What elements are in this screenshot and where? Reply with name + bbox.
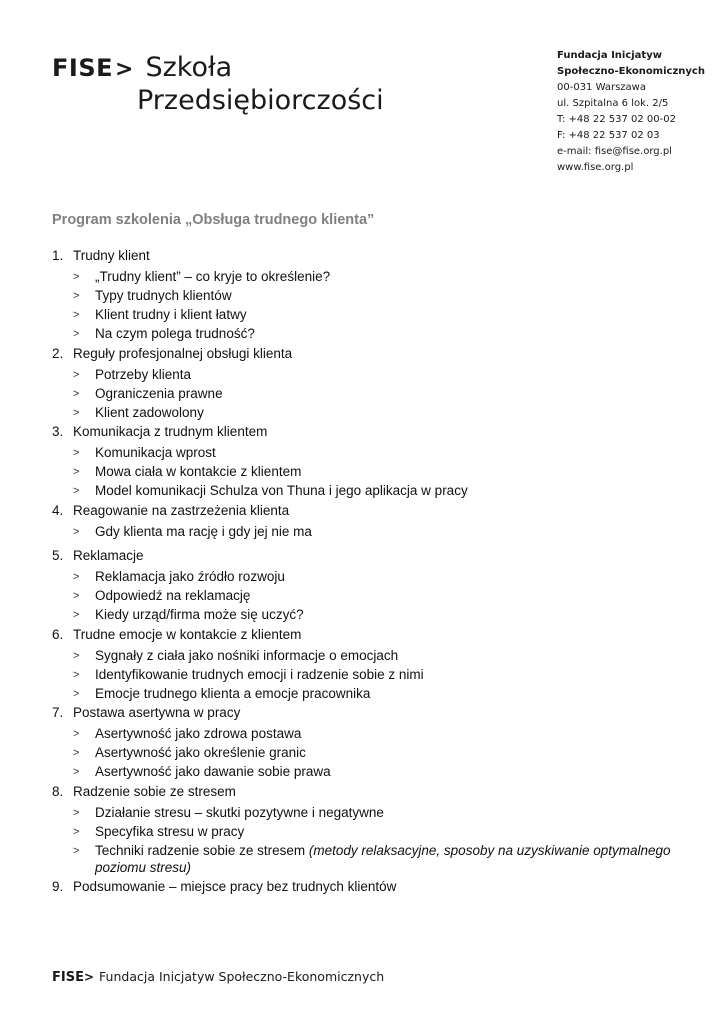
list-item	[52, 587, 692, 606]
list-item	[52, 725, 692, 744]
list-item-text: Emocje trudnego klienta a emocje pracownika	[95, 685, 371, 701]
footer	[52, 969, 384, 985]
list-item-text: „Trudny klient” – co kryje to określenie?	[95, 269, 331, 284]
bullet-arrow-icon: >	[73, 825, 80, 838]
bullet-arrow-icon: >	[73, 309, 80, 321]
list-item	[52, 804, 692, 823]
bullet-arrow-icon: >	[73, 668, 80, 681]
outline-section	[52, 246, 692, 344]
footer-org-name: Fundacja Inicjatyw Społeczno-Ekonomicznych	[99, 969, 385, 984]
list-item	[52, 842, 692, 877]
section-heading	[52, 422, 692, 441]
program-outline	[52, 246, 692, 896]
section-title: Komunikacja z trudnym klientem	[73, 424, 268, 439]
contact-website[interactable]: www.fise.org.pl	[557, 162, 634, 173]
list-item-note: (metody relaksacyjne, sposoby na uzyskiwanie optymalnego poziomu stresu)	[95, 842, 671, 875]
outline-section	[52, 782, 692, 877]
list-item-text: Mowa ciała w kontakcie z klientem	[95, 464, 302, 479]
list-item	[52, 744, 692, 763]
section-number: 6.	[52, 626, 64, 642]
section-title: Reklamacje	[73, 548, 144, 563]
bullet-arrow-icon: >	[73, 447, 80, 459]
section-title: Postawa asertywna w pracy	[73, 705, 241, 720]
list-item	[52, 306, 692, 325]
section-heading	[52, 625, 692, 644]
bullet-arrow-icon: >	[73, 271, 80, 283]
list-item	[52, 268, 692, 287]
footer-arrow-icon: >	[83, 970, 95, 984]
list-item	[52, 385, 692, 404]
list-item-text: Asertywność jako dawanie sobie prawa	[95, 764, 331, 779]
bullet-arrow-icon: >	[73, 485, 80, 497]
list-item	[52, 523, 692, 542]
list-item	[52, 666, 692, 685]
list-item	[52, 823, 692, 842]
bullet-arrow-icon: >	[73, 525, 80, 538]
contact-city: 00-031 Warszawa	[557, 82, 646, 93]
bullet-arrow-icon: >	[73, 806, 80, 819]
list-item	[52, 763, 692, 782]
section-title: Radzenie sobie ze stresem	[73, 783, 236, 799]
section-heading	[52, 344, 692, 363]
list-item-text: Specyfika stresu w pracy	[95, 823, 245, 839]
list-item-text: Identyfikowanie trudnych emocji i radzenie sobie z nimi	[95, 666, 424, 682]
logo-arrow-icon: >	[115, 57, 134, 82]
bullet-arrow-icon: >	[73, 590, 80, 602]
bullet-arrow-icon: >	[73, 290, 80, 302]
list-item-text: Klient zadowolony	[95, 404, 204, 420]
outline-section	[52, 344, 692, 423]
list-item-text: Reklamacja jako źródło rozwoju	[95, 569, 285, 584]
section-heading	[52, 703, 692, 722]
list-item	[52, 685, 692, 704]
section-title: Podsumowanie – miejsce pracy bez trudnych klientów	[73, 878, 397, 894]
contact-phone: T: +48 22 537 02 00-02	[557, 114, 676, 125]
list-item-text: Gdy klienta ma rację i gdy jej nie ma	[95, 523, 312, 539]
bullet-arrow-icon: >	[73, 747, 80, 759]
list-item-text: Ograniczenia prawne	[95, 385, 223, 401]
section-title: Trudny klient	[73, 248, 150, 263]
outline-section	[52, 703, 692, 782]
list-item-text: Działanie stresu – skutki pozytywne i negatywne	[95, 804, 384, 820]
logo-line2: Przedsiębiorczości	[137, 85, 384, 116]
contact-block	[557, 48, 705, 176]
section-title: Trudne emocje w kontakcie z klientem	[73, 626, 302, 642]
bullet-arrow-icon: >	[73, 406, 80, 419]
bullet-arrow-icon: >	[73, 687, 80, 700]
bullet-arrow-icon: >	[73, 728, 80, 740]
section-heading	[52, 546, 692, 565]
bullet-arrow-icon: >	[73, 649, 80, 662]
section-number: 5.	[52, 548, 64, 563]
section-number: 7.	[52, 705, 64, 720]
list-item-text: Potrzeby klienta	[95, 366, 192, 382]
section-number: 3.	[52, 424, 64, 439]
contact-fax: F: +48 22 537 02 03	[557, 130, 660, 141]
list-item	[52, 366, 692, 385]
list-item	[52, 568, 692, 587]
list-item	[52, 404, 692, 423]
bullet-arrow-icon: >	[73, 609, 80, 621]
section-heading	[52, 501, 692, 520]
bullet-arrow-icon: >	[73, 844, 80, 857]
section-number: 9.	[52, 878, 64, 894]
bullet-arrow-icon: >	[73, 368, 80, 381]
org-name-line1: Fundacja Inicjatyw	[557, 50, 662, 61]
list-item-text: Sygnały z ciała jako nośniki informacje o emocjach	[95, 647, 399, 663]
section-title: Reagowanie na zastrzeżenia klienta	[73, 502, 290, 518]
list-item-text: Klient trudny i klient łatwy	[95, 307, 247, 322]
outline-section	[52, 625, 692, 704]
list-item-text: Asertywność jako zdrowa postawa	[95, 726, 302, 741]
list-item	[52, 444, 692, 463]
bullet-arrow-icon: >	[73, 766, 80, 778]
section-number: 4.	[52, 502, 64, 518]
bullet-arrow-icon: >	[73, 387, 80, 400]
section-number: 1.	[52, 248, 64, 263]
outline-section	[52, 546, 692, 625]
list-item-text: Model komunikacji Schulza von Thuna i jego aplikacja w pracy	[95, 483, 468, 498]
outline-section	[52, 501, 692, 542]
list-item-text: Kiedy urząd/firma może się uczyć?	[95, 607, 304, 622]
section-title: Reguły profesjonalnej obsługi klienta	[73, 345, 293, 361]
program-title: Program szkolenia „Obsługa trudnego klienta”	[52, 212, 375, 228]
section-number: 2.	[52, 345, 64, 361]
list-item-text: Na czym polega trudność?	[95, 326, 255, 341]
section-heading	[52, 782, 692, 801]
bullet-arrow-icon: >	[73, 328, 80, 340]
logo	[52, 52, 384, 116]
list-item-text: Techniki radzenie sobie ze stresem	[95, 842, 306, 858]
list-item	[52, 325, 692, 344]
org-name-line2: Społeczno-Ekonomicznych	[557, 66, 705, 77]
contact-email[interactable]: e-mail: fise@fise.org.pl	[557, 146, 672, 157]
contact-street: ul. Szpitalna 6 lok. 2/5	[557, 98, 669, 109]
logo-line1: Szkoła	[145, 52, 233, 83]
logo-brand: FISE	[52, 54, 114, 82]
list-item	[52, 647, 692, 666]
outline-section	[52, 877, 692, 896]
list-item	[52, 463, 692, 482]
list-item-text: Komunikacja wprost	[95, 445, 216, 460]
bullet-arrow-icon: >	[73, 466, 80, 478]
outline-section	[52, 422, 692, 501]
list-item-text: Odpowiedź na reklamację	[95, 588, 251, 603]
section-number: 8.	[52, 783, 64, 799]
section-heading	[52, 246, 692, 265]
list-item	[52, 287, 692, 306]
section-heading	[52, 877, 692, 896]
list-item-text: Typy trudnych klientów	[95, 288, 232, 303]
bullet-arrow-icon: >	[73, 571, 80, 583]
footer-brand: FISE	[52, 970, 84, 985]
list-item	[52, 606, 692, 625]
list-item-text: Asertywność jako określenie granic	[95, 745, 306, 760]
list-item	[52, 482, 692, 501]
